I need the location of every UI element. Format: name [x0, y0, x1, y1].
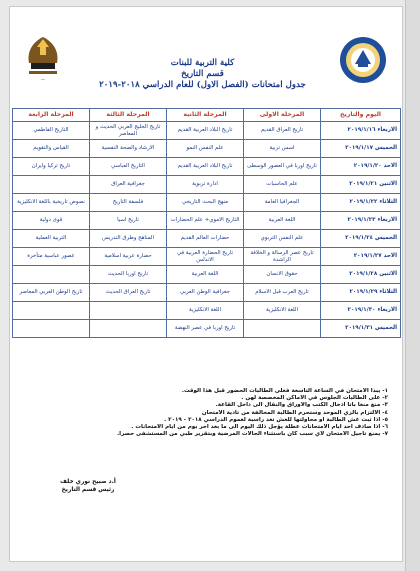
exam-subject-cell: تاريخ الوطن العربي المعاصر: [13, 284, 90, 302]
college-name: كلية التربية للبنات: [170, 58, 235, 68]
exam-subject-cell: تاريخ اسيا: [90, 212, 167, 230]
exam-date-cell: الاثنين ٢٠١٩/١/٢١: [321, 176, 401, 194]
exam-subject-cell: اللغة الانكليزية: [167, 302, 244, 320]
table-row: [13, 122, 401, 140]
note-item: ٤- الالتزام بالزي الموحد وستحرم الطالبة المخالفة من تأدية الامتحان: [201, 409, 388, 416]
exam-subject-cell: [244, 320, 321, 338]
note-item: ٣- منع منعاً باتاً ادخال الكتب والأوراق والنقال الى داخل القاعة.: [215, 402, 388, 409]
table-row: [13, 266, 401, 284]
exam-subject-cell: تاريخ اوربا الحديث: [90, 266, 167, 284]
exam-subject-cell: حضارات العالم القديم: [167, 230, 244, 248]
exam-subject-cell: تاريخ البلاد العربية القديم: [167, 122, 244, 140]
exam-subject-cell: جغرافية العراق: [90, 176, 167, 194]
table-row: [13, 194, 401, 212]
exam-subject-cell: تاريخ البلاد العربية القديم: [167, 158, 244, 176]
exam-subject-cell: اللغة الانكليزية: [244, 302, 321, 320]
exam-subject-cell: علم النفس التربوي: [244, 230, 321, 248]
note-item: ١- يبدأ الامتحان في الساعة التاسعة فعلى الطالبات الحضور قبل هذا الوقت.: [181, 388, 388, 394]
exam-date-cell: الاحد ٢٠١٩/١/٢٧: [321, 248, 401, 266]
signatory-role: رئيس قسم التاريخ: [61, 487, 115, 493]
exam-subject-cell: ادارة تربوية: [167, 176, 244, 194]
exam-subject-cell: عصور عباسية متأخرة: [13, 248, 90, 266]
document-header: [95, 58, 310, 91]
exam-subject-cell: اسس تربية: [244, 140, 321, 158]
exam-subject-cell: [13, 176, 90, 194]
exam-subject-cell: [90, 302, 167, 320]
exam-subject-cell: [13, 302, 90, 320]
exam-subject-cell: نصوص تاريخية باللغة الانكليزية: [13, 194, 90, 212]
table-row: [13, 302, 401, 320]
exam-date-cell: الخميس ٢٠١٩/١/٢٤: [321, 230, 401, 248]
table-header-row: [13, 109, 401, 122]
exam-subject-cell: تاريخ عصر الرسالة و الخلافة الراشدة: [244, 248, 321, 266]
exam-date-cell: الخميس ٢٠١٩/١/١٧: [321, 140, 401, 158]
table-row: [13, 320, 401, 338]
exam-date-cell: الاربعاء ٢٠١٩/١/٢٣: [321, 212, 401, 230]
table-row: [13, 248, 401, 266]
department-name: قسم التاريخ: [181, 69, 224, 79]
note-item: ٢- على الطالبات الجلوس في الأماكن المخصصة لهن .: [241, 395, 388, 402]
exam-subject-cell: القياس والتقويم: [13, 140, 90, 158]
column-header: المرحلة الثالثة: [90, 109, 167, 122]
exam-date-cell: الاثنين ٢٠١٩/١/٢٨: [321, 266, 401, 284]
exam-subject-cell: جغرافية الوطن العربي: [167, 284, 244, 302]
exam-subject-cell: [13, 320, 90, 338]
exam-subject-cell: الارشاد والصحة النفسية: [90, 140, 167, 158]
exam-subject-cell: تاريخ العراق القديم: [244, 122, 321, 140]
exam-schedule-table: [12, 108, 401, 338]
note-item: ٥- اذا ثبت غش الطالبة او محاولتها للغش تعد راسبة لعموم الدراسي ٢٠١٨ - ٢٠١٩ .: [164, 416, 388, 423]
schedule-title: جدول امتحانات (الفصل الاول) للعام الدراسي ٢٠١٨-٢٠١٩: [99, 80, 306, 90]
exam-date-cell: الاربعاء ٢٠١٩/١/١٦: [321, 122, 401, 140]
signatory-name: أ.د صبيح نوري خلف: [60, 479, 116, 485]
exam-subject-cell: اللغة العربية: [167, 266, 244, 284]
exam-subject-cell: تاريخ تركيا وايران: [13, 158, 90, 176]
college-logo: [17, 33, 69, 85]
exam-subject-cell: قوى دولية: [13, 212, 90, 230]
exam-date-cell: الاربعاء ٢٠١٩/١/٣٠: [321, 302, 401, 320]
exam-subject-cell: علم النفس النمو: [167, 140, 244, 158]
column-header: المرحلة الرابعة: [13, 109, 90, 122]
exam-subject-cell: فلسفة التاريخ: [90, 194, 167, 212]
table-row: [13, 140, 401, 158]
exam-subject-cell: [90, 320, 167, 338]
exam-subject-cell: تاريخ اوربا في العصور الوسطى: [244, 158, 321, 176]
exam-subject-cell: التاريخ الاموي+ علم الحضارات: [167, 212, 244, 230]
exam-subject-cell: منهج البحث التاريخي: [167, 194, 244, 212]
viewer-side-strip[interactable]: [405, 0, 420, 571]
table-row: [13, 284, 401, 302]
table-row: [13, 158, 401, 176]
exam-subject-cell: التاريخ الفاطمي: [13, 122, 90, 140]
table-row: [13, 212, 401, 230]
table-row: [13, 230, 401, 248]
exam-subject-cell: حضارة عربية اسلامية: [90, 248, 167, 266]
exam-subject-cell: تاريخ العرب قبل الاسلام: [244, 284, 321, 302]
exam-subject-cell: التاريخ العباسي: [90, 158, 167, 176]
signature-block: [48, 478, 128, 494]
column-header: المرحلة الاولى: [244, 109, 321, 122]
university-seal: [338, 34, 388, 86]
exam-subject-cell: المناهج وطرق التدريس: [90, 230, 167, 248]
exam-subject-cell: التربية العملية: [13, 230, 90, 248]
svg-text:—: —: [41, 77, 45, 82]
column-header: المرحلة الثانية: [167, 109, 244, 122]
note-item: ٧- يمنع تأجيل الامتحان لاي سبب كان باستثناء الحالات المرضية وبتقرير طبي من المستشفى حصراً.: [117, 431, 388, 438]
exam-date-cell: الثلاثاء ٢٠١٩/١/٢٢: [321, 194, 401, 212]
exam-subject-cell: تاريخ الحضارة العربية في الاندلس: [167, 248, 244, 266]
exam-subject-cell: اللغة العربية: [244, 212, 321, 230]
table-row: [13, 176, 401, 194]
exam-subject-cell: علم الحاسبات: [244, 176, 321, 194]
exam-subject-cell: تاريخ اوربا في عصر النهضة: [167, 320, 244, 338]
exam-subject-cell: الجغرافيا العامة: [244, 194, 321, 212]
exam-notes: [30, 388, 388, 438]
exam-date-cell: الخميس ٢٠١٩/١/٣١: [321, 320, 401, 338]
column-header: اليوم والتاريخ: [321, 109, 401, 122]
exam-subject-cell: حقوق الانسان: [244, 266, 321, 284]
exam-date-cell: الثلاثاء ٢٠١٩/١/٢٩: [321, 284, 401, 302]
note-item: ٦- اذا صادف احد ايام الامتحانات عطلة يؤجل ذلك اليوم الى ما بعد آخر يوم من ايام الامتحانات .: [131, 424, 388, 431]
exam-subject-cell: تاريخ العراق الحديث: [90, 284, 167, 302]
exam-subject-cell: [13, 266, 90, 284]
exam-subject-cell: تاريخ الخليج العربي الحديث و المعاصر: [90, 122, 167, 140]
exam-date-cell: الاحد ٢٠١٩/١/٢٠: [321, 158, 401, 176]
